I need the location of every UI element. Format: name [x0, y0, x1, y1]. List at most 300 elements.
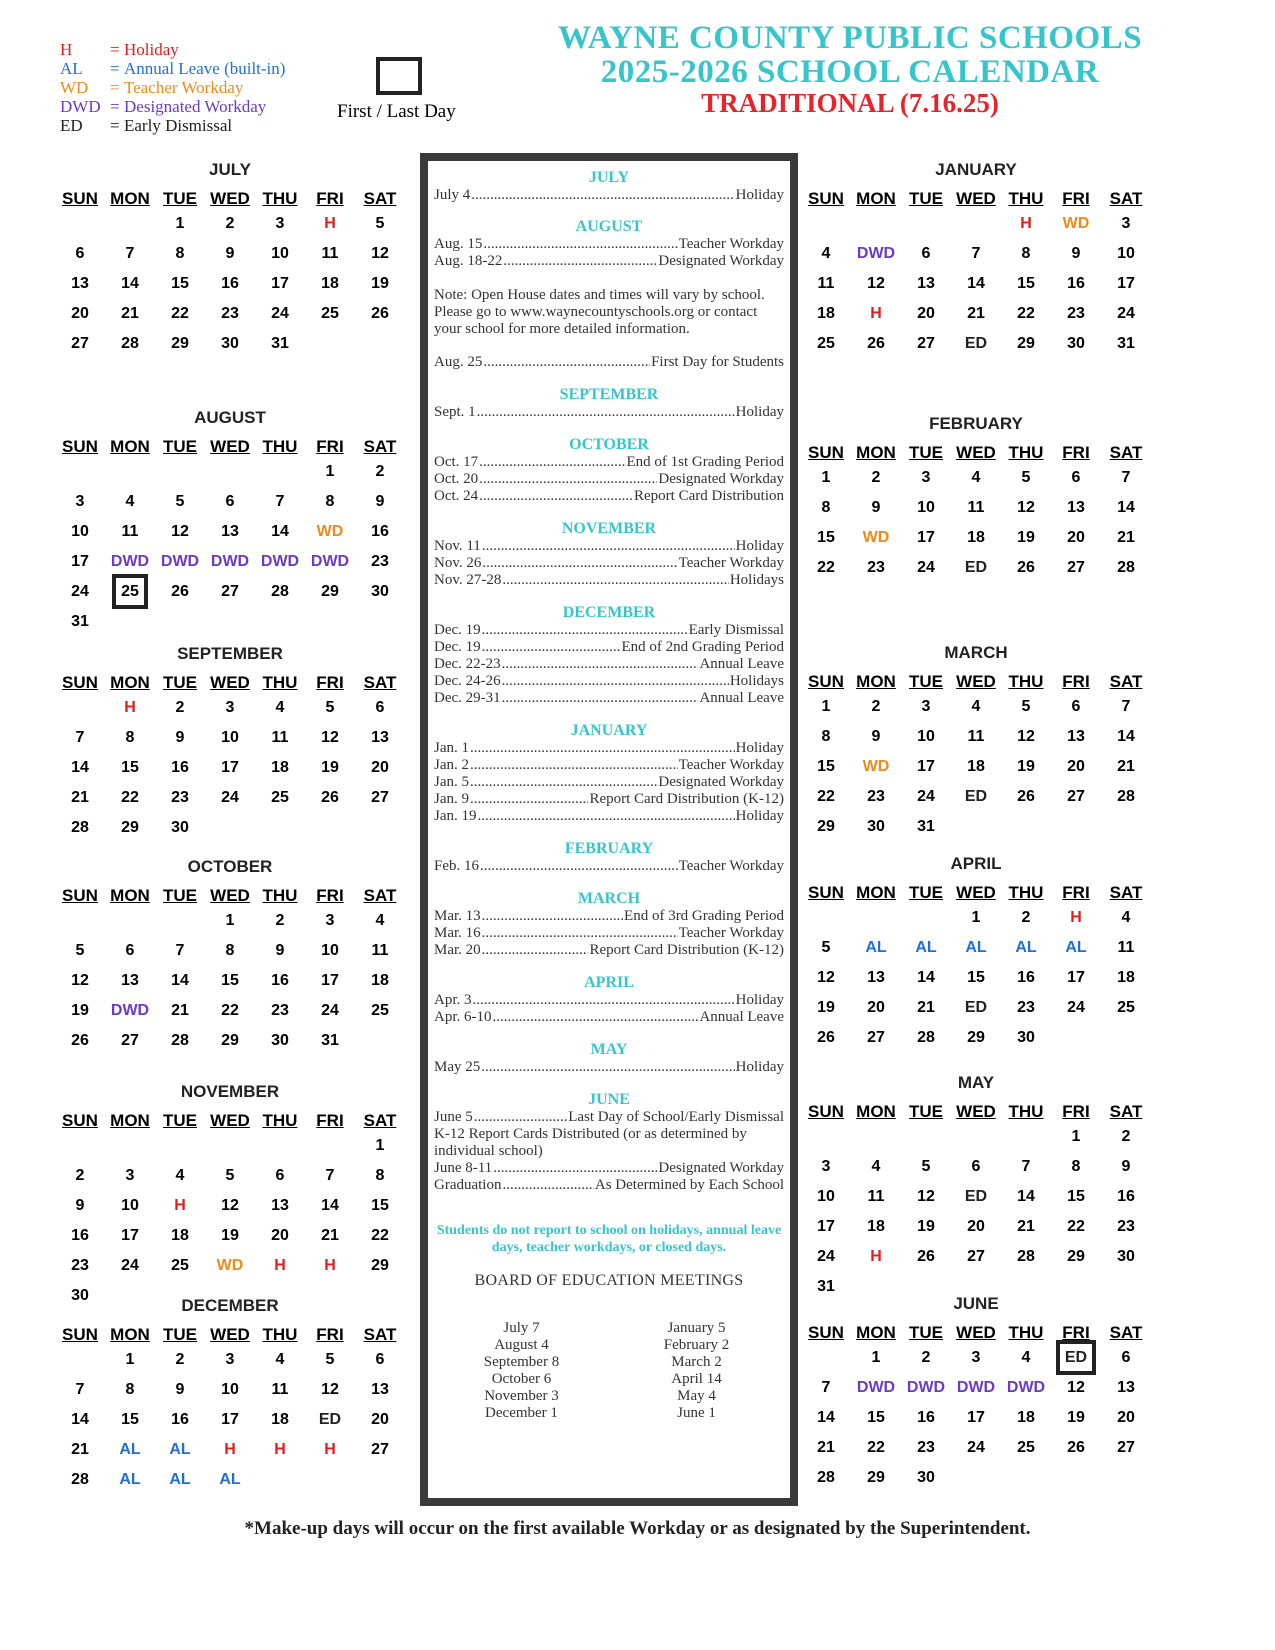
day-cell — [1051, 469, 1101, 487]
day-cell — [155, 523, 205, 541]
weekday-header — [55, 1111, 405, 1131]
day-h — [851, 305, 901, 323]
weekday-label: FRI — [1062, 1102, 1090, 1121]
day-label: 14 — [121, 275, 139, 292]
day-label: 20 — [371, 759, 389, 776]
meeting-date: April 14 — [671, 1371, 722, 1387]
day-cell — [1001, 499, 1051, 517]
day-cell — [801, 758, 851, 776]
day-label: 16 — [171, 759, 189, 776]
leader-dots — [493, 1160, 657, 1177]
week-row — [801, 1242, 1151, 1272]
weekday-label: SAT — [1109, 1323, 1143, 1342]
day-label: 6 — [1071, 698, 1081, 715]
day-wd — [851, 529, 901, 547]
day-cell — [355, 245, 405, 263]
week-row — [801, 903, 1151, 933]
day-cell — [105, 1351, 155, 1369]
day-cell — [105, 335, 155, 353]
day-dwd — [255, 553, 305, 571]
day-label: 2 — [375, 463, 385, 480]
day-label: 12 — [321, 729, 339, 746]
leader-dots — [470, 791, 588, 808]
day-label: 2 — [225, 215, 235, 232]
day-cell — [801, 499, 851, 517]
day-cell — [105, 789, 155, 807]
day-label: 12 — [1067, 1379, 1085, 1396]
day-cell — [155, 583, 205, 601]
day-cell — [355, 215, 405, 233]
day-cell — [1101, 1409, 1151, 1427]
day-cell — [1051, 499, 1101, 517]
day-cell — [801, 1409, 851, 1427]
day-label: 5 — [1021, 698, 1031, 715]
week-row — [801, 209, 1151, 239]
meeting-date: July 7 — [503, 1320, 540, 1336]
day-label: 4 — [375, 912, 385, 929]
day-cell — [155, 275, 205, 293]
day-cell — [55, 523, 105, 541]
day-label: 25 — [121, 583, 139, 600]
day-label: 19 — [1017, 529, 1035, 546]
day-label: 30 — [1117, 1248, 1135, 1265]
day-cell — [1051, 758, 1101, 776]
day-label: 23 — [371, 553, 389, 570]
day-label: ED — [964, 788, 988, 805]
day-cell — [205, 215, 255, 233]
day-cell — [1001, 1158, 1051, 1176]
day-cell — [305, 1197, 355, 1215]
day-cell — [105, 1381, 155, 1399]
key-date-event: Report Card Distribution — [634, 488, 784, 504]
day-label: 24 — [221, 789, 239, 806]
day-label: 10 — [221, 729, 239, 746]
day-cell — [1051, 1248, 1101, 1266]
day-label: 16 — [271, 972, 289, 989]
day-cell — [801, 469, 851, 487]
key-date-entry — [434, 572, 784, 589]
day-cell — [255, 1227, 305, 1245]
day-label: 4 — [125, 493, 135, 510]
day-label: 29 — [817, 818, 835, 835]
day-label: 7 — [275, 493, 285, 510]
weekday-label: THU — [262, 1111, 298, 1130]
day-label: 1 — [821, 469, 831, 486]
key-date-event: Holiday — [735, 740, 784, 756]
day-cell — [155, 1167, 205, 1185]
day-label: 24 — [71, 583, 89, 600]
day-cell — [55, 819, 105, 837]
weekday-label: FRI — [316, 1111, 344, 1130]
weekday-label: MON — [110, 673, 150, 692]
day-label: 24 — [917, 788, 935, 805]
day-label: 26 — [371, 305, 389, 322]
day-cell — [1101, 215, 1151, 233]
day-cell — [155, 1257, 205, 1275]
day-label: DWD — [160, 553, 200, 570]
key-date-entry — [434, 404, 784, 421]
weekday-label: THU — [262, 1325, 298, 1344]
day-cell — [851, 969, 901, 987]
day-cell — [851, 818, 901, 836]
day-cell — [851, 1409, 901, 1427]
key-date-entry — [434, 354, 784, 371]
day-label: 20 — [1117, 1409, 1135, 1426]
day-cell — [355, 1002, 405, 1020]
week-row — [55, 1405, 405, 1435]
day-cell — [851, 698, 901, 716]
day-cell — [355, 1197, 405, 1215]
key-date-event: Teacher Workday — [678, 858, 784, 874]
day-cell — [205, 789, 255, 807]
day-label: H — [1070, 909, 1082, 926]
key-date: Aug. 18-22 — [434, 253, 503, 269]
day-label: 21 — [71, 1441, 89, 1458]
day-label: 17 — [1067, 969, 1085, 986]
weekday-label: TUE — [163, 1111, 197, 1130]
legend-label: Teacher Workday — [124, 78, 244, 97]
day-cell — [951, 969, 1001, 987]
day-cell — [305, 583, 355, 601]
key-date-event: Report Card Distribution (K-12) — [589, 791, 784, 807]
day-cell — [1051, 788, 1101, 806]
day-label: 12 — [1017, 728, 1035, 745]
day-cell — [951, 1409, 1001, 1427]
day-label: 19 — [917, 1218, 935, 1235]
weekday-label: TUE — [909, 883, 943, 902]
day-label: 10 — [71, 523, 89, 540]
key-date-entry — [434, 639, 784, 656]
legend-equals: = — [110, 78, 120, 97]
day-cell — [851, 1188, 901, 1206]
day-cell — [901, 728, 951, 746]
day-cell — [205, 275, 255, 293]
day-cell — [55, 1441, 105, 1459]
day-label: 4 — [275, 699, 285, 716]
day-cell — [205, 1411, 255, 1429]
weekday-label: SUN — [62, 673, 98, 692]
day-label: 11 — [371, 942, 389, 959]
day-label: 26 — [867, 335, 885, 352]
day-cell — [1101, 1379, 1151, 1397]
weekday-label: TUE — [163, 1325, 197, 1344]
day-cell — [1001, 909, 1051, 927]
weekday-label: TUE — [163, 673, 197, 692]
leader-dots — [474, 1109, 567, 1126]
meeting-date: August 4 — [494, 1337, 549, 1353]
weekday-header — [55, 886, 405, 906]
day-cell — [1101, 469, 1151, 487]
day-label: 27 — [371, 789, 389, 806]
leader-dots — [470, 740, 735, 757]
day-label: 21 — [817, 1439, 835, 1456]
day-label: 23 — [271, 1002, 289, 1019]
day-label: 6 — [1121, 1349, 1131, 1366]
day-cell — [1101, 559, 1151, 577]
weekday-label: FRI — [1062, 883, 1090, 902]
day-al — [105, 1471, 155, 1489]
week-row — [801, 463, 1151, 493]
day-cell — [801, 1469, 851, 1487]
week-row — [55, 1345, 405, 1375]
day-cell — [255, 335, 305, 353]
leader-dots — [482, 622, 688, 639]
day-cell — [1001, 1349, 1051, 1367]
day-cell — [1051, 275, 1101, 293]
day-cell — [55, 1257, 105, 1275]
weekday-label: THU — [262, 189, 298, 208]
key-date-event: Teacher Workday — [678, 555, 784, 571]
day-label: 12 — [321, 1381, 339, 1398]
day-cell — [851, 335, 901, 353]
day-label: 8 — [821, 499, 831, 516]
day-label: 13 — [371, 1381, 389, 1398]
board-meetings-heading: BOARD OF EDUCATION MEETINGS — [474, 1272, 744, 1289]
day-h — [255, 1441, 305, 1459]
day-label: 18 — [1117, 969, 1135, 986]
week-row — [55, 966, 405, 996]
day-cell — [355, 1381, 405, 1399]
day-label: 16 — [71, 1227, 89, 1244]
day-label: 1 — [1071, 1128, 1081, 1145]
attendance-note: Students do not report to school on holidays, annual leave days, teacher workdays, or closed days. — [436, 1223, 782, 1255]
week-row — [801, 1463, 1151, 1493]
section-heading-january: JANUARY — [570, 722, 648, 739]
day-cell — [105, 1411, 155, 1429]
day-label: ED — [318, 1411, 342, 1428]
month-july — [55, 160, 405, 359]
day-al — [155, 1471, 205, 1489]
month-may — [801, 1073, 1151, 1302]
key-date-entry — [434, 992, 784, 1009]
day-label: 1 — [325, 463, 335, 480]
day-cell — [155, 245, 205, 263]
day-label: 6 — [275, 1167, 285, 1184]
day-label: 8 — [175, 245, 185, 262]
weekday-label: SAT — [1109, 443, 1143, 462]
day-label: AL — [119, 1441, 141, 1458]
day-label: 21 — [1017, 1218, 1035, 1235]
day-label: 24 — [917, 559, 935, 576]
first-last-day-box-icon — [376, 57, 422, 95]
day-cell — [255, 1002, 305, 1020]
day-label: 1 — [871, 1349, 881, 1366]
day-cell — [801, 788, 851, 806]
month-february — [801, 414, 1151, 583]
day-label: 26 — [71, 1032, 89, 1049]
day-label: 25 — [171, 1257, 189, 1274]
day-label: 27 — [1067, 788, 1085, 805]
day-cell — [901, 335, 951, 353]
day-label: 26 — [321, 789, 339, 806]
day-cell — [305, 729, 355, 747]
day-cell — [155, 1032, 205, 1050]
day-label: 12 — [817, 969, 835, 986]
day-cell — [105, 1257, 155, 1275]
day-label: 31 — [71, 613, 89, 630]
weekday-header — [801, 1323, 1151, 1343]
day-label: 3 — [275, 215, 285, 232]
day-label: 11 — [271, 729, 289, 746]
meeting-date: September 8 — [483, 1354, 560, 1370]
section-heading-september: SEPTEMBER — [559, 386, 659, 403]
day-cell — [205, 912, 255, 930]
day-label: 30 — [271, 1032, 289, 1049]
key-date-event: Designated Workday — [658, 253, 784, 269]
day-label: 4 — [971, 698, 981, 715]
day-label: 18 — [271, 1411, 289, 1428]
day-label: 18 — [867, 1218, 885, 1235]
day-al — [1001, 939, 1051, 957]
day-label: 13 — [1067, 728, 1085, 745]
day-cell — [1001, 758, 1051, 776]
day-label: H — [1020, 215, 1032, 232]
day-cell — [1051, 559, 1101, 577]
day-label: 25 — [1117, 999, 1135, 1016]
day-label: 15 — [817, 529, 835, 546]
district-title: WAYNE COUNTY PUBLIC SCHOOLS — [557, 20, 1143, 56]
day-label: 22 — [1017, 305, 1035, 322]
day-cell — [1101, 909, 1151, 927]
key-date-entry — [434, 673, 784, 690]
day-label: 24 — [1067, 999, 1085, 1016]
day-label: 8 — [325, 493, 335, 510]
day-label: 1 — [971, 909, 981, 926]
day-label: 14 — [1117, 499, 1135, 516]
day-label: 14 — [967, 275, 985, 292]
month-december — [55, 1296, 405, 1495]
day-cell — [1001, 999, 1051, 1017]
leader-dots — [479, 454, 625, 471]
day-cell — [1101, 1218, 1151, 1236]
day-label: 9 — [1071, 245, 1081, 262]
month-january — [801, 160, 1151, 359]
key-date: June 5 — [434, 1109, 473, 1125]
legend-equals: = — [110, 40, 120, 59]
day-cell — [901, 1409, 951, 1427]
key-date: Nov. 26 — [434, 555, 482, 571]
weekday-label: FRI — [316, 189, 344, 208]
day-cell — [255, 789, 305, 807]
day-cell — [851, 1469, 901, 1487]
day-cell — [355, 305, 405, 323]
key-date-entry — [434, 187, 784, 204]
week-row — [801, 782, 1151, 812]
day-label: 15 — [967, 969, 985, 986]
leader-dots — [493, 1009, 699, 1026]
day-cell — [55, 972, 105, 990]
key-date: June 8-11 — [434, 1160, 493, 1176]
day-cell — [305, 275, 355, 293]
key-date-event: Designated Workday — [658, 774, 784, 790]
day-label: DWD — [110, 1002, 150, 1019]
day-cell — [305, 789, 355, 807]
day-cell — [951, 275, 1001, 293]
day-cell — [255, 305, 305, 323]
day-label: 7 — [1121, 698, 1131, 715]
leader-dots — [482, 942, 589, 959]
day-cell — [951, 245, 1001, 263]
day-cell — [55, 1032, 105, 1050]
day-cell — [951, 909, 1001, 927]
day-label: 30 — [1017, 1029, 1035, 1046]
day-cell — [1101, 529, 1151, 547]
day-label: WD — [1062, 215, 1090, 232]
week-row — [55, 1026, 405, 1056]
day-cell — [1001, 245, 1051, 263]
day-label: 18 — [171, 1227, 189, 1244]
day-cell — [255, 942, 305, 960]
weekday-label: MON — [856, 189, 896, 208]
day-label: 22 — [371, 1227, 389, 1244]
day-label: AL — [865, 939, 887, 956]
day-cell — [1051, 728, 1101, 746]
day-label: 27 — [221, 583, 239, 600]
month-name: AUGUST — [194, 408, 266, 427]
week-row — [801, 523, 1151, 553]
day-label: 17 — [71, 553, 89, 570]
day-cell — [355, 759, 405, 777]
day-label: 21 — [321, 1227, 339, 1244]
day-cell — [55, 942, 105, 960]
day-label: DWD — [260, 553, 300, 570]
key-date: Dec. 29-31 — [434, 690, 501, 706]
weekday-label: SUN — [808, 1102, 844, 1121]
weekday-label: WED — [210, 673, 250, 692]
day-label: 26 — [917, 1248, 935, 1265]
day-label: 28 — [1117, 559, 1135, 576]
day-cell — [155, 1227, 205, 1245]
day-cell — [1051, 305, 1101, 323]
key-date-entry — [434, 1059, 784, 1076]
day-label: 24 — [1117, 305, 1135, 322]
day-label: 12 — [171, 523, 189, 540]
day-label: 17 — [221, 1411, 239, 1428]
week-row — [801, 269, 1151, 299]
week-row — [55, 1221, 405, 1251]
day-label: 20 — [1067, 529, 1085, 546]
weekday-label: WED — [956, 1323, 996, 1342]
weekday-label: SUN — [808, 1323, 844, 1342]
week-row — [55, 783, 405, 813]
day-cell — [55, 1197, 105, 1215]
day-label: 12 — [71, 972, 89, 989]
meeting-date: October 6 — [491, 1371, 552, 1387]
day-label: 30 — [71, 1287, 89, 1304]
day-cell — [105, 1227, 155, 1245]
day-cell — [355, 1137, 405, 1155]
weekday-label: SAT — [1109, 189, 1143, 208]
day-cell — [1101, 999, 1151, 1017]
day-dwd — [105, 553, 155, 571]
day-label: 7 — [125, 245, 135, 262]
day-label: 10 — [271, 245, 289, 262]
week-row — [801, 553, 1151, 583]
day-label: 5 — [375, 215, 385, 232]
weekday-label: THU — [1008, 1102, 1044, 1121]
day-cell — [851, 275, 901, 293]
key-date-entry — [434, 1177, 784, 1194]
day-cell — [55, 759, 105, 777]
legend-equals: = — [110, 59, 120, 78]
day-cell — [801, 818, 851, 836]
day-cell — [1001, 728, 1051, 746]
day-cell — [205, 1002, 255, 1020]
day-label: 27 — [917, 335, 935, 352]
leader-dots — [502, 1177, 593, 1194]
day-label: 22 — [221, 1002, 239, 1019]
board-meetings-fall — [434, 1320, 609, 1422]
